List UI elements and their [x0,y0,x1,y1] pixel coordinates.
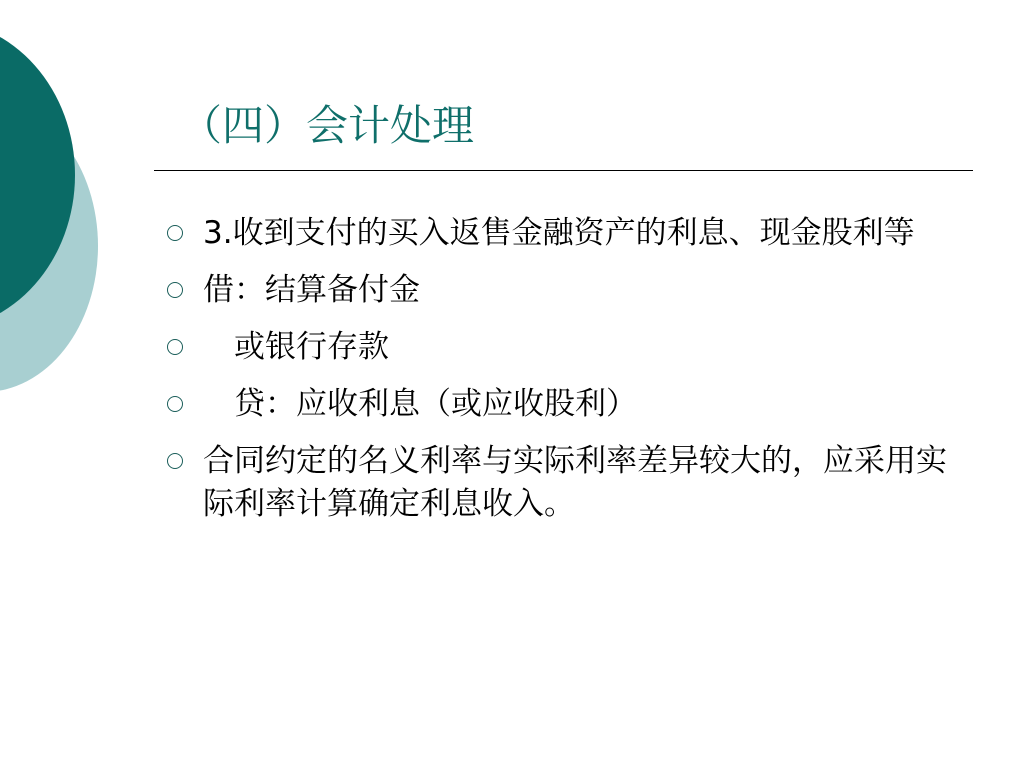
bullet-circle-icon [167,396,183,412]
bullet-list [165,212,965,540]
bullet-circle-icon [167,282,183,298]
bullet-item [165,440,965,526]
bullet-circle-icon [167,225,183,241]
slide-title: （四）会计处理 [180,101,475,150]
title-divider [154,170,973,171]
bullet-text: 贷：应收利息（或应收股利） [203,386,637,422]
bullet-text: 3.收到支付的买入返售金融资产的利息、现金股利等 [203,215,915,251]
bullet-item [165,212,965,255]
bullet-circle-icon [167,339,183,355]
bullet-item [165,326,965,369]
bullet-item [165,383,965,426]
bullet-circle-icon [167,453,183,469]
bullet-item [165,269,965,312]
bullet-text: 借：结算备付金 [203,272,420,308]
bullet-text: 或银行存款 [203,329,389,365]
bullet-text: 合同约定的名义利率与实际利率差异较大的，应采用实际利率计算确定利息收入。 [203,443,947,522]
